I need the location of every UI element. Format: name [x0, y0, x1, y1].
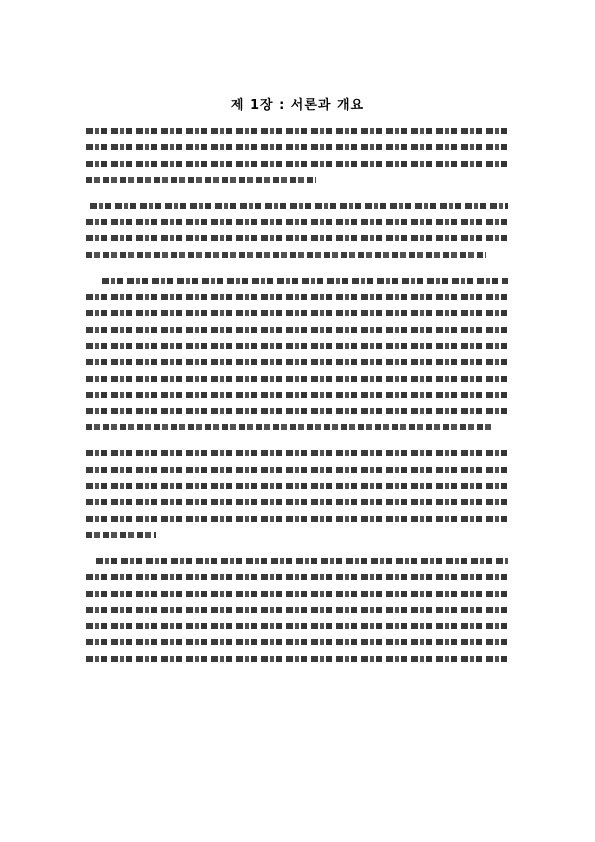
paragraph: [86, 558, 508, 662]
text-line-illegible: [96, 558, 508, 564]
text-line-illegible: [86, 327, 508, 333]
text-line-illegible: [86, 450, 508, 456]
page-title: 제 1장 : 서론과 개요: [230, 98, 365, 113]
text-line-illegible: [86, 483, 508, 489]
text-line-illegible: [86, 177, 316, 183]
text-line-illegible: [86, 467, 508, 473]
text-line-illegible: [86, 532, 156, 538]
text-line-illegible: [86, 128, 508, 134]
paragraph: [86, 203, 508, 258]
text-line-illegible: [86, 310, 508, 316]
text-line-illegible: [86, 424, 494, 430]
text-line-illegible: [86, 144, 508, 150]
paragraph: [86, 450, 508, 537]
text-line-illegible: [86, 359, 508, 365]
text-line-illegible: [86, 392, 508, 398]
text-line-illegible: [86, 376, 508, 382]
text-line-illegible: [86, 656, 508, 662]
text-line-illegible: [86, 219, 508, 225]
text-line-illegible: [86, 161, 508, 167]
text-line-illegible: [86, 639, 508, 645]
text-line-illegible: [86, 574, 508, 580]
text-line-illegible: [86, 294, 508, 300]
text-line-illegible: [86, 591, 508, 597]
text-line-illegible: [102, 278, 508, 284]
text-line-illegible: [86, 235, 508, 241]
text-line-illegible: [86, 516, 508, 522]
text-line-illegible: [86, 408, 508, 414]
text-line-illegible: [90, 203, 508, 209]
document-body: [86, 128, 508, 682]
paragraph: [86, 128, 508, 183]
text-line-illegible: [86, 623, 508, 629]
paragraph: [86, 278, 508, 431]
text-line-illegible: [86, 607, 508, 613]
text-line-illegible: [86, 343, 508, 349]
text-line-illegible: [86, 252, 486, 258]
text-line-illegible: [86, 499, 508, 505]
